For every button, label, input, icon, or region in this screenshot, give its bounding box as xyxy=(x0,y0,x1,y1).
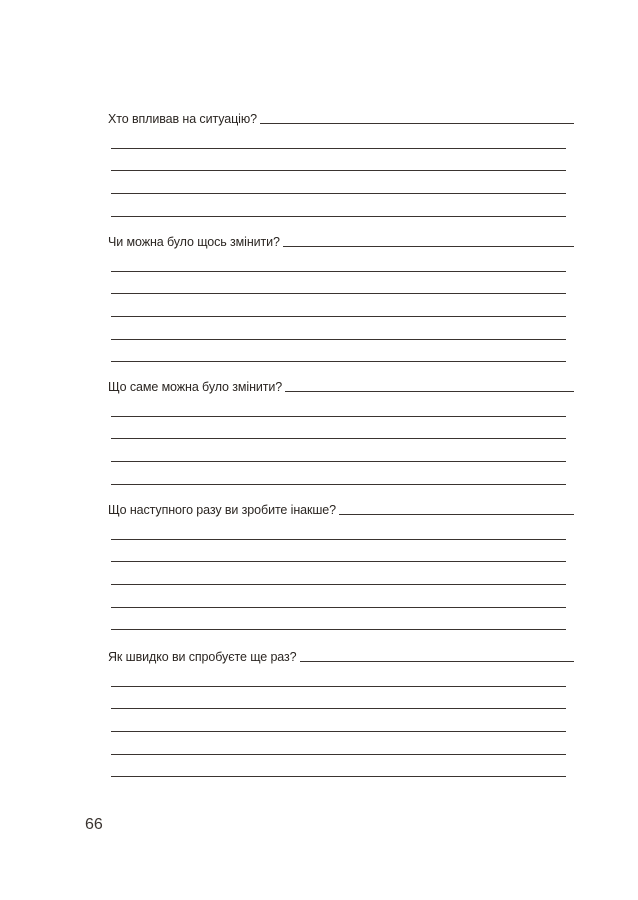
answer-line[interactable] xyxy=(111,517,566,540)
question-section xyxy=(108,499,574,630)
answer-lines xyxy=(108,664,574,777)
answer-line[interactable] xyxy=(111,687,566,710)
question-section xyxy=(108,108,574,217)
answer-blank[interactable] xyxy=(300,661,574,662)
answer-line[interactable] xyxy=(111,664,566,687)
question-text: Що наступного разу ви зробите інакше? xyxy=(108,503,336,517)
page-number: 66 xyxy=(85,816,103,833)
answer-line[interactable] xyxy=(111,171,566,194)
answer-line[interactable] xyxy=(111,272,566,295)
answer-line[interactable] xyxy=(111,194,566,217)
answer-blank[interactable] xyxy=(285,391,574,392)
answer-lines xyxy=(108,126,574,217)
question-section xyxy=(108,231,574,362)
question-section xyxy=(108,376,574,485)
answer-line[interactable] xyxy=(111,585,566,608)
answer-line[interactable] xyxy=(111,417,566,440)
question-row xyxy=(108,376,574,394)
question-section xyxy=(108,646,574,777)
answer-line[interactable] xyxy=(111,540,566,563)
answer-line[interactable] xyxy=(111,439,566,462)
answer-blank[interactable] xyxy=(260,123,574,124)
answer-lines xyxy=(108,394,574,485)
question-text: Як швидко ви спробуєте ще раз? xyxy=(108,650,297,664)
answer-line[interactable] xyxy=(111,608,566,631)
question-text: Що саме можна було змінити? xyxy=(108,380,283,394)
answer-line[interactable] xyxy=(111,149,566,172)
answer-line[interactable] xyxy=(111,709,566,732)
answer-line[interactable] xyxy=(111,317,566,340)
question-row xyxy=(108,108,574,126)
question-row xyxy=(108,231,574,249)
answer-line[interactable] xyxy=(111,732,566,755)
question-text: Чи можна було щось змінити? xyxy=(108,235,280,249)
answer-lines xyxy=(108,249,574,362)
answer-line[interactable] xyxy=(111,755,566,778)
answer-line[interactable] xyxy=(111,294,566,317)
answer-line[interactable] xyxy=(111,394,566,417)
answer-blank[interactable] xyxy=(283,246,574,247)
answer-lines xyxy=(108,517,574,630)
answer-line[interactable] xyxy=(111,340,566,363)
question-row xyxy=(108,499,574,517)
answer-line[interactable] xyxy=(111,249,566,272)
question-text: Хто впливав на ситуацію? xyxy=(108,112,257,126)
answer-blank[interactable] xyxy=(339,514,574,515)
question-row xyxy=(108,646,574,664)
answer-line[interactable] xyxy=(111,462,566,485)
answer-line[interactable] xyxy=(111,126,566,149)
answer-line[interactable] xyxy=(111,562,566,585)
